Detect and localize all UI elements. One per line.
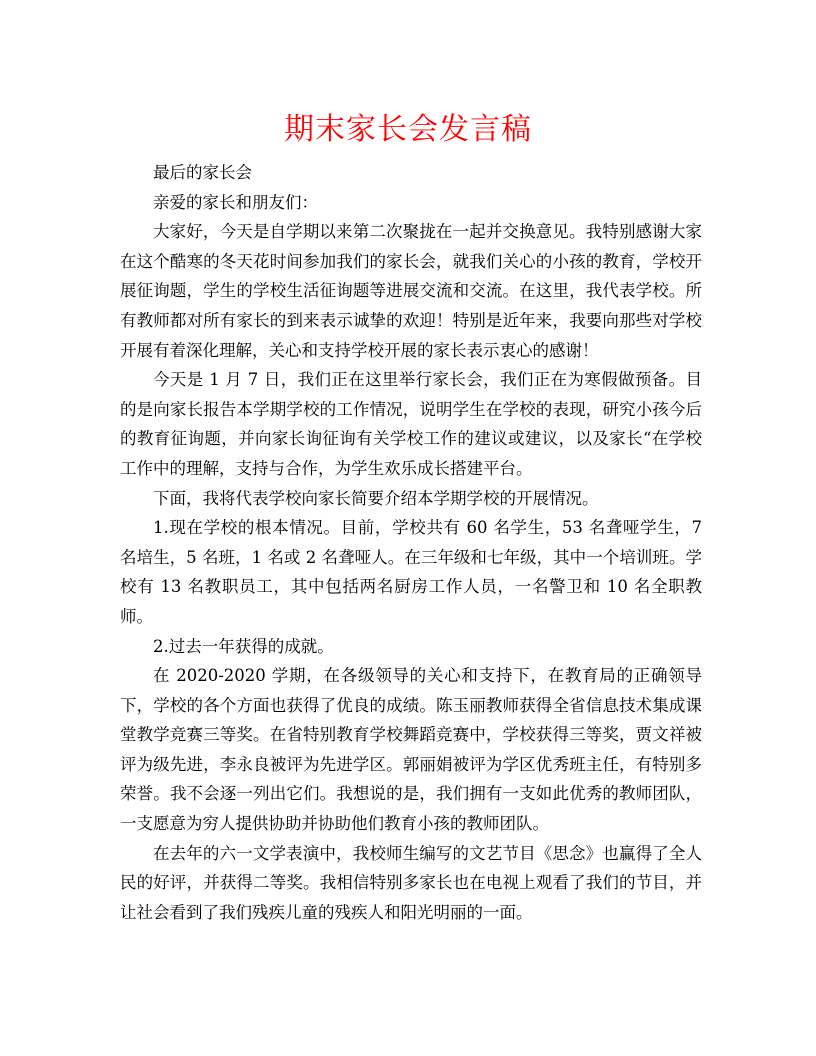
paragraph: 2.过去一年获得的成就。	[153, 636, 334, 656]
document-body	[120, 158, 702, 927]
document-title: 期末家长会发言稿	[284, 112, 532, 147]
paragraph-salutation: 亲爱的家长和朋友们：	[153, 192, 318, 212]
paragraph: 在去年的六一文学表演中，我校师生编写的文艺节目《思念》也赢得了全人民的好评，并获得二等奖。我相信特别多家长也在电视上观看了我们的节目，并让社会看到了我们残疾儿童的残疾人和阳光明丽的一面。	[120, 843, 702, 922]
paragraph: 1.现在学校的根本情况。目前，学校共有 60 名学生，53 名聋哑学生，7 名培生，5 名班，1 名或 2 名聋哑人。在三年级和七年级，其中一个培训班。学校有 13 名教职员工，其中包括两名厨房工作人员，一名警卫和 10 名全职教师。	[120, 518, 702, 626]
paragraph-subtitle: 最后的家长会	[153, 163, 252, 182]
paragraph: 下面，我将代表学校向家长简要介绍本学期学校的开展情况。	[153, 488, 599, 508]
paragraph: 大家好，今天是自学期以来第二次聚拢在一起并交换意见。我特别感谢大家在这个酷寒的冬天花时间参加我们的家长会，就我们关心的小孩的教育，学校开展征询题，学生的学校生活征询题等进展交流和交流。在这里，我代表学校。所有教师都对所有家长的到来表示诚挚的欢迎！特别是近年来，我要向那些对学校开展有着深化理解，关心和支持学校开展的家长表示衷心的感谢！	[120, 222, 702, 360]
paragraph: 今天是 1 月 7 日，我们正在这里举行家长会，我们正在为寒假做预备。目的是向家长报告本学期学校的工作情况，说明学生在学校的表现，研究小孩今后的教育征询题，并向家长询征询有关学校工作的建议或建议，以及家长“在学校工作中的理解，支持与合作，为学生欢乐成长搭建平台。	[120, 370, 702, 478]
paragraph: 在 2020-2020 学期，在各级领导的关心和支持下，在教育局的正确领导下，学校的各个方面也获得了优良的成绩。陈玉丽教师获得全省信息技术集成课堂教学竞赛三等奖。在省特别教育学校舞蹈竞赛中，学校获得三等奖，贾文祥被评为级先进，李永良被评为先进学区。郭丽娟被评为学区优秀班主任，有特别多荣誉。我不会逐一列出它们。我想说的是，我们拥有一支如此优秀的教师团队，一支愿意为穷人提供协助并协助他们教育小孩的教师团队。	[120, 666, 702, 834]
